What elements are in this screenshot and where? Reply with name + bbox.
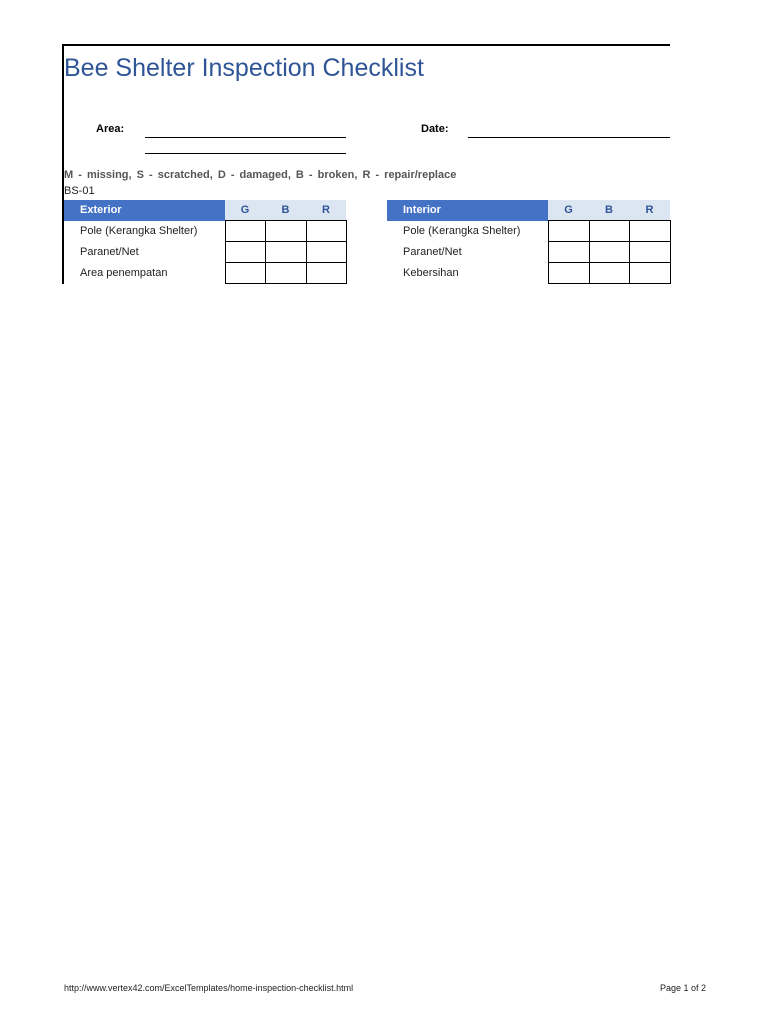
condition-legend: M - missing, S - scratched, D - damaged, B - broken, R - repair/replace bbox=[64, 169, 457, 181]
exterior-header-row bbox=[64, 200, 346, 221]
date-label: Date: bbox=[421, 123, 449, 135]
column-b-header: B bbox=[265, 200, 306, 221]
check-box-r[interactable] bbox=[629, 242, 670, 263]
exterior-table bbox=[64, 200, 347, 284]
footer-url: http://www.vertex42.com/ExcelTemplates/home-inspection-checklist.html bbox=[64, 983, 354, 993]
item-label: Paranet/Net bbox=[80, 246, 139, 258]
item-label: Pole (Kerangka Shelter) bbox=[403, 225, 521, 237]
check-box-r[interactable] bbox=[629, 221, 670, 242]
column-b-header: B bbox=[589, 200, 629, 221]
item-label: Pole (Kerangka Shelter) bbox=[80, 225, 198, 237]
table-row bbox=[64, 263, 346, 284]
column-r-header: R bbox=[629, 200, 670, 221]
check-box-g[interactable] bbox=[548, 242, 589, 263]
table-row bbox=[387, 242, 670, 263]
area-label: Area: bbox=[96, 123, 125, 135]
check-box-r[interactable] bbox=[306, 242, 346, 263]
table-row bbox=[64, 242, 346, 263]
item-label: Paranet/Net bbox=[403, 246, 462, 258]
table-row bbox=[387, 263, 670, 284]
checklist-code: BS-01 bbox=[64, 185, 95, 197]
exterior-header: Exterior bbox=[64, 200, 225, 221]
check-box-b[interactable] bbox=[589, 221, 629, 242]
table-row bbox=[387, 221, 670, 242]
check-box-b[interactable] bbox=[265, 242, 306, 263]
item-label: Kebersihan bbox=[403, 267, 459, 279]
check-box-r[interactable] bbox=[306, 263, 346, 284]
column-r-header: R bbox=[306, 200, 346, 221]
interior-header-row bbox=[387, 200, 670, 221]
item-label: Area penempatan bbox=[80, 267, 168, 279]
check-box-g[interactable] bbox=[225, 242, 265, 263]
check-box-b[interactable] bbox=[589, 263, 629, 284]
frame-top-border bbox=[62, 44, 670, 46]
check-box-g[interactable] bbox=[548, 221, 589, 242]
check-box-b[interactable] bbox=[265, 221, 306, 242]
check-box-r[interactable] bbox=[629, 263, 670, 284]
table-row bbox=[64, 221, 346, 242]
check-box-g[interactable] bbox=[225, 263, 265, 284]
column-g-header: G bbox=[548, 200, 589, 221]
check-box-g[interactable] bbox=[548, 263, 589, 284]
column-g-header: G bbox=[225, 200, 265, 221]
interior-header: Interior bbox=[387, 200, 548, 221]
area-field-line-1[interactable] bbox=[145, 137, 346, 138]
check-box-b[interactable] bbox=[265, 263, 306, 284]
page-title: Bee Shelter Inspection Checklist bbox=[64, 54, 424, 82]
check-box-r[interactable] bbox=[306, 221, 346, 242]
interior-table bbox=[387, 200, 671, 284]
area-field-line-2[interactable] bbox=[145, 153, 346, 154]
check-box-b[interactable] bbox=[589, 242, 629, 263]
page-number: Page 1 of 2 bbox=[659, 983, 706, 993]
check-box-g[interactable] bbox=[225, 221, 265, 242]
date-field-line[interactable] bbox=[468, 137, 670, 138]
